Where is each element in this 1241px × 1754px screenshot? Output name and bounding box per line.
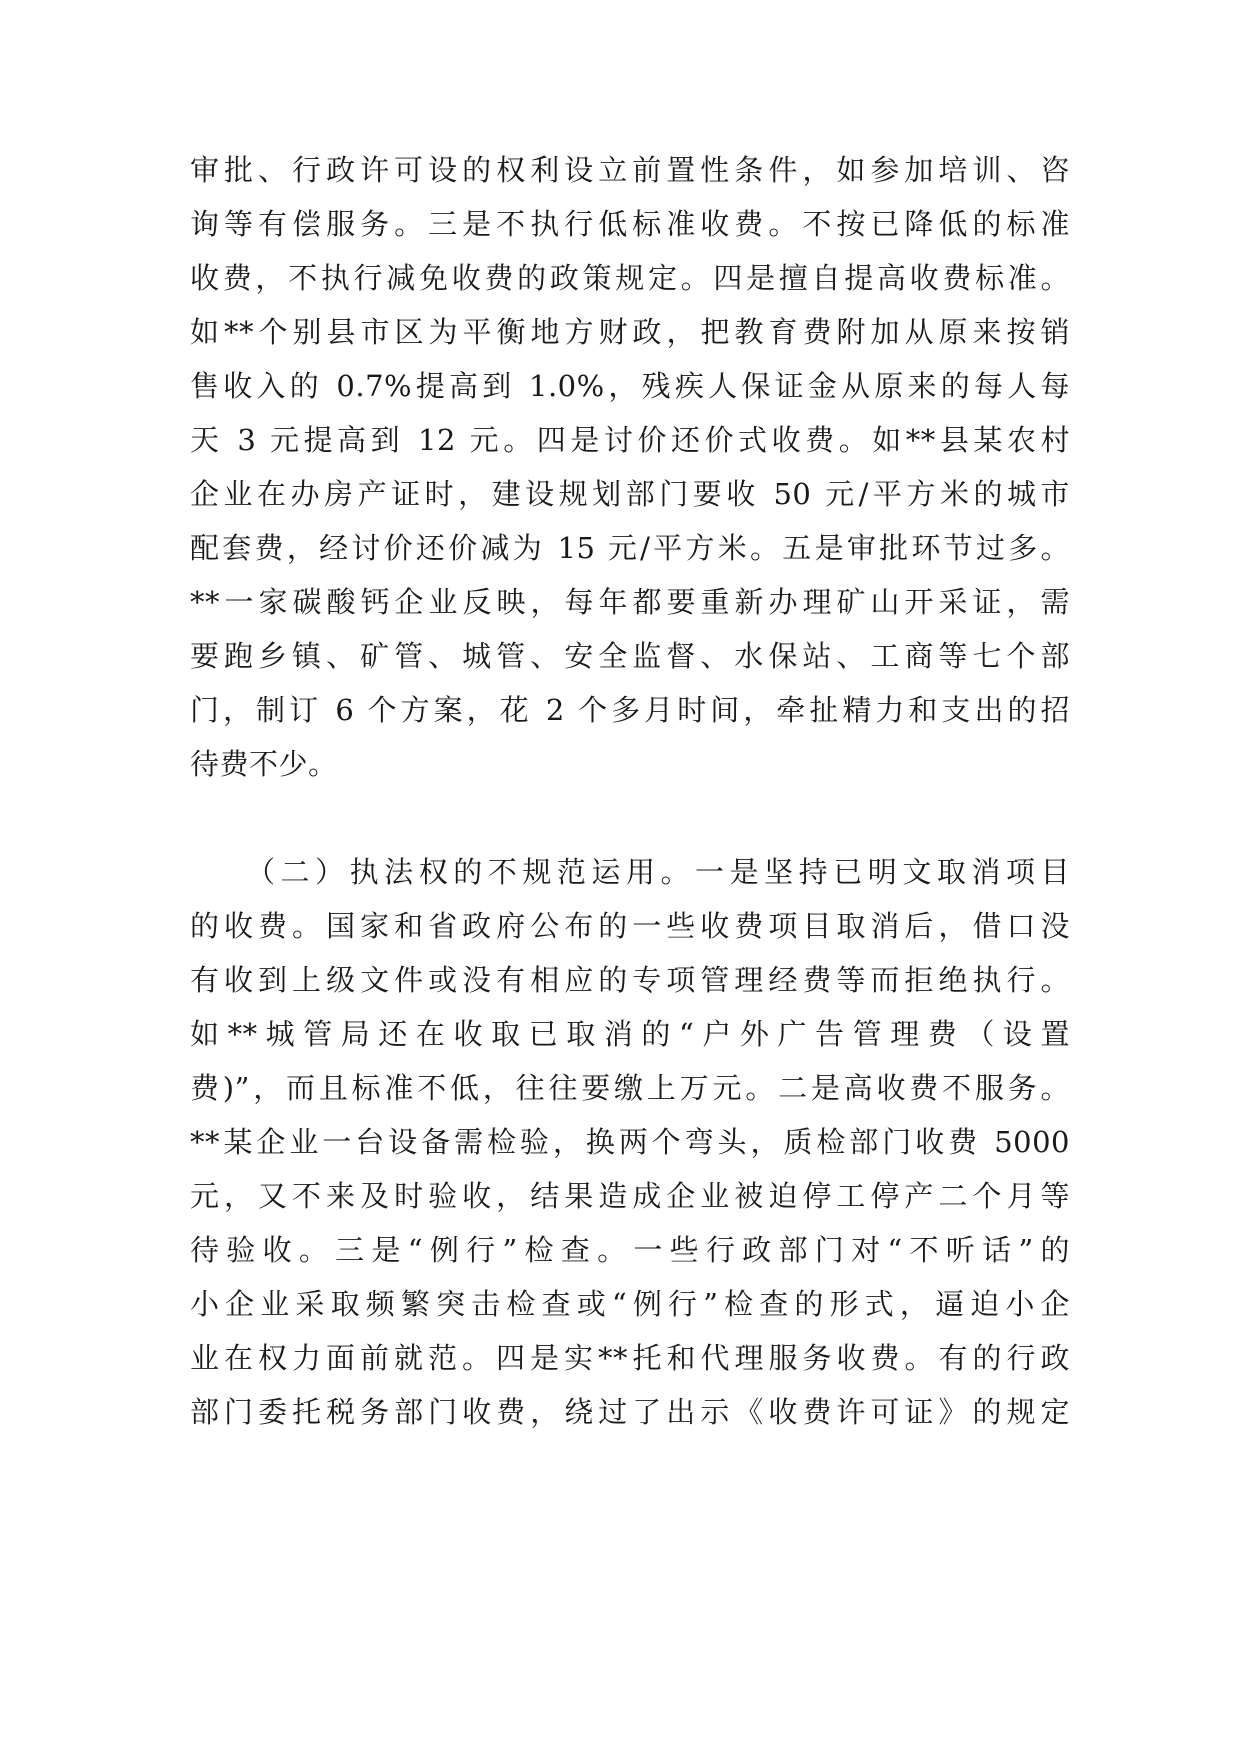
text-line: 有收到上级文件或没有相应的专项管理经费等而拒绝执行。 bbox=[190, 963, 1070, 997]
text-line: 询等有偿服务。三是不执行低标准收费。不按已降低的标准 bbox=[190, 207, 1070, 241]
section-heading-line: （二）执法权的不规范运用。一是坚持已明文取消项目 bbox=[246, 855, 1070, 889]
text-line: 的收费。国家和省政府公布的一些收费项目取消后，借口没 bbox=[190, 909, 1070, 943]
text-line: 门，制订 6 个方案，花 2 个多月时间，牵扯精力和支出的招 bbox=[190, 693, 1070, 727]
text-line: 收费，不执行减免收费的政策规定。四是擅自提高收费标准。 bbox=[190, 261, 1070, 295]
text-line: 要跑乡镇、矿管、城管、安全监督、水保站、工商等七个部 bbox=[190, 639, 1070, 673]
text-line: 如**个别县市区为平衡地方财政，把教育费附加从原来按销 bbox=[190, 315, 1070, 349]
text-line: 部门委托税务部门收费，绕过了出示《收费许可证》的规定 bbox=[190, 1395, 1070, 1429]
text-line: **某企业一台设备需检验，换两个弯头，质检部门收费 5000 bbox=[190, 1125, 1070, 1159]
text-line: **一家碳酸钙企业反映，每年都要重新办理矿山开采证，需 bbox=[190, 585, 1070, 619]
text-line: 业在权力面前就范。四是实**托和代理服务收费。有的行政 bbox=[190, 1341, 1070, 1375]
text-line: 天 3 元提高到 12 元。四是讨价还价式收费。如**县某农村 bbox=[190, 423, 1070, 457]
text-line: 待验收。三是“例行”检查。一些行政部门对“不听话”的 bbox=[190, 1233, 1070, 1267]
text-line: 企业在办房产证时，建设规划部门要收 50 元/平方米的城市 bbox=[190, 477, 1070, 511]
text-line: 配套费，经讨价还价减为 15 元/平方米。五是审批环节过多。 bbox=[190, 531, 1070, 565]
text-line: 如**城管局还在收取已取消的“户外广告管理费（设置 bbox=[190, 1017, 1070, 1051]
text-line: 小企业采取频繁突击检查或“例行”检查的形式，逼迫小企 bbox=[190, 1287, 1070, 1321]
text-line: 元，又不来及时验收，结果造成企业被迫停工停产二个月等 bbox=[190, 1179, 1070, 1213]
text-line: 费)”，而且标准不低，往往要缴上万元。二是高收费不服务。 bbox=[190, 1071, 1070, 1105]
text-line: 售收入的 0.7%提高到 1.0%，残疾人保证金从原来的每人每 bbox=[190, 369, 1070, 403]
text-line: 审批、行政许可设的权利设立前置性条件，如参加培训、咨 bbox=[190, 153, 1070, 187]
text-line: 待费不少。 bbox=[190, 747, 338, 781]
